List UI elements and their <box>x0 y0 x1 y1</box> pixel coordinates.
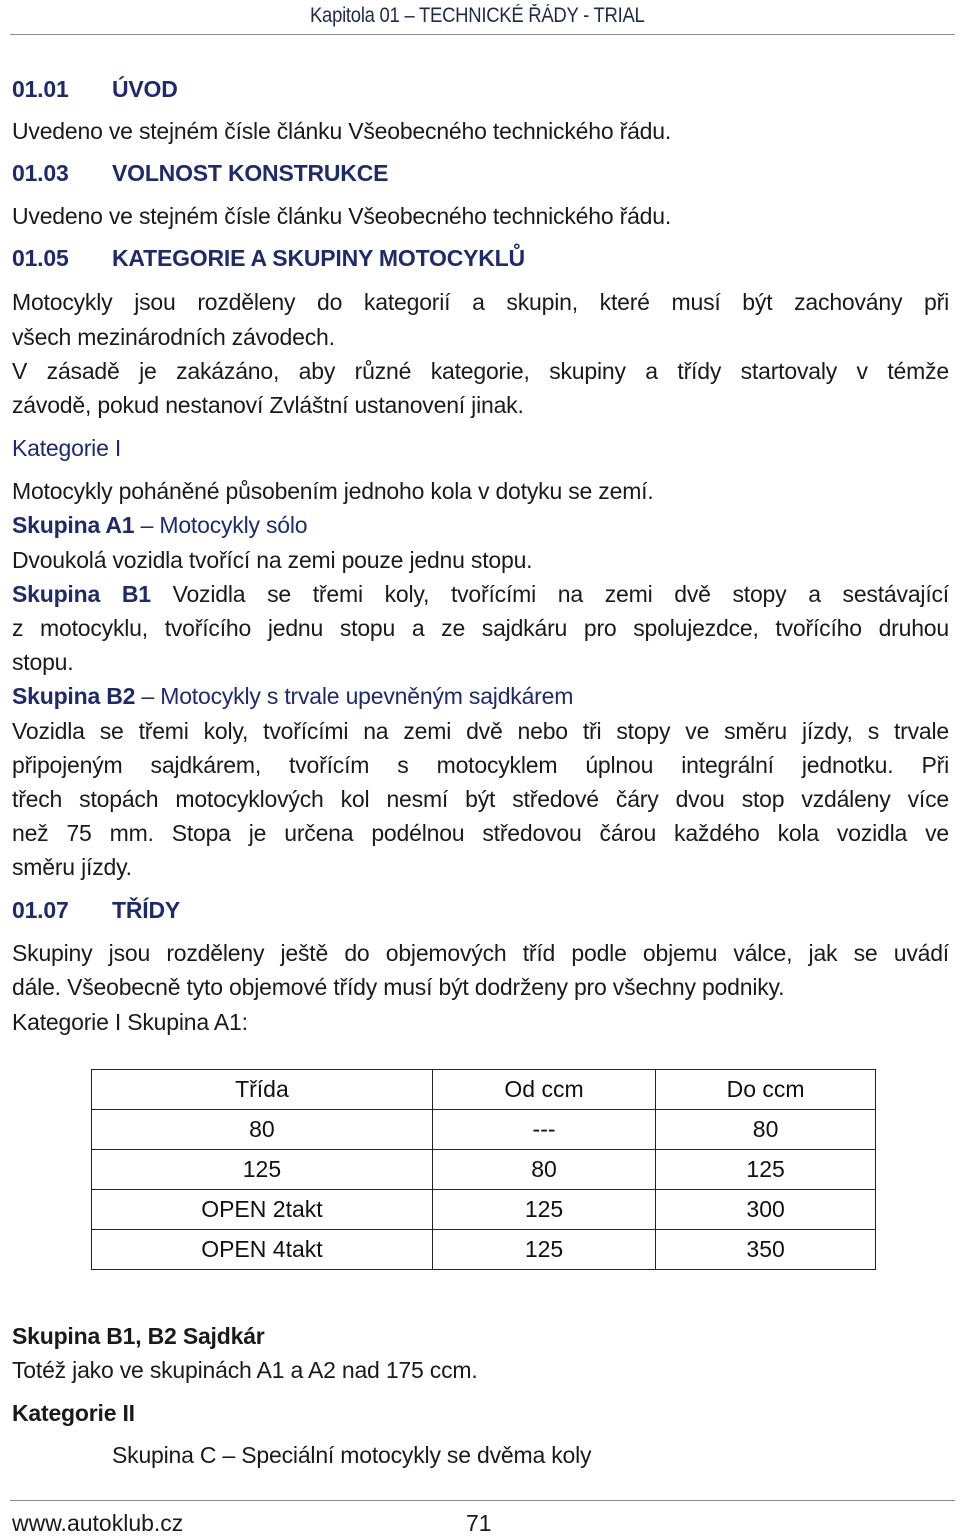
paragraph-line: třech stopách motocyklových kol nesmí být středové čáry dvou stop vzdáleny více <box>12 786 949 812</box>
table-cell: OPEN 2takt <box>92 1190 433 1230</box>
section-heading-0103 <box>12 158 388 188</box>
table-cell: 300 <box>656 1190 876 1230</box>
page-number: 71 <box>466 1510 492 1536</box>
page-header-title: Kapitola 01 – TECHNICKÉ ŘÁDY - TRIAL <box>310 4 645 27</box>
paragraph: Uvedeno ve stejném čísle článku Všeobecného technického řádu. <box>12 203 672 229</box>
group-label: Skupina A1 <box>12 512 135 538</box>
table-cell: 125 <box>92 1150 433 1190</box>
table-header-cell: Do ccm <box>656 1070 876 1110</box>
section-heading-0107 <box>12 895 180 925</box>
paragraph-line: Vozidla se třemi koly, tvořícími na zemi dvě nebo tři stopy ve směru jízdy, s trvale <box>12 718 949 744</box>
paragraph-line: připojeným sajdkárem, tvořícím s motocyklem úplnou integrální jednotku. Při <box>12 752 949 778</box>
group-c-line: Skupina C – Speciální motocykly se dvěma koly <box>112 1442 592 1468</box>
group-b2-heading <box>12 681 573 711</box>
section-number: 01.03 <box>12 160 69 186</box>
group-b1-line <box>12 579 949 609</box>
table-header-cell: Třída <box>92 1070 433 1110</box>
table-cell: 350 <box>656 1230 876 1270</box>
section-title: KATEGORIE A SKUPINY MOTOCYKLŮ <box>112 245 525 271</box>
paragraph-line: Skupiny jsou rozděleny ještě do objemových tříd podle objemu válce, jak se uvádí <box>12 940 949 966</box>
group-title: – Motocykly sólo <box>134 512 308 538</box>
table-row <box>92 1190 876 1230</box>
paragraph-line: než 75 mm. Stopa je určena podélnou středovou čárou každého kola vozidla ve <box>12 820 949 846</box>
header-divider <box>10 34 955 35</box>
section-number: 01.05 <box>12 245 69 271</box>
paragraph-line: závodě, pokud nestanoví Zvláštní ustanovení jinak. <box>12 392 524 418</box>
paragraph: Motocykly poháněné působením jednoho kola v dotyku se zemí. <box>12 478 654 504</box>
table-row <box>92 1230 876 1270</box>
paragraph-line: dále. Všeobecně tyto objemové třídy musí být dodrženy pro všechny podniky. <box>12 974 785 1000</box>
paragraph-line: Motocykly jsou rozděleny do kategorií a skupin, které musí být zachovány při <box>12 289 949 315</box>
section-title: ÚVOD <box>112 76 178 102</box>
table-row <box>92 1150 876 1190</box>
category-ii-heading: Kategorie II <box>12 1400 135 1426</box>
section-number: 01.01 <box>12 76 69 102</box>
paragraph: Uvedeno ve stejném čísle článku Všeobecného technického řádu. <box>12 118 672 144</box>
table-cell: 125 <box>432 1230 655 1270</box>
section-heading-0105 <box>12 243 525 273</box>
section-title: TŘÍDY <box>112 897 181 923</box>
table-cell: 125 <box>656 1150 876 1190</box>
table-cell: --- <box>432 1110 655 1150</box>
footer-divider <box>10 1500 955 1501</box>
group-a1-heading <box>12 510 307 540</box>
paragraph-line: stopu. <box>12 649 74 675</box>
paragraph-line: V zásadě je zakázáno, aby různé kategorie, skupiny a třídy startovaly v témže <box>12 358 949 384</box>
table-cell: 80 <box>432 1150 655 1190</box>
group-label: Skupina B1 <box>12 581 151 607</box>
table-header-cell: Od ccm <box>432 1070 655 1110</box>
footer-url: www.autoklub.cz <box>12 1510 184 1536</box>
table-row <box>92 1110 876 1150</box>
table-cell: OPEN 4takt <box>92 1230 433 1270</box>
section-title: VOLNOST KONSTRUKCE <box>112 160 389 186</box>
paragraph-line: Kategorie I Skupina A1: <box>12 1009 248 1035</box>
table-header-row <box>92 1070 876 1110</box>
class-table <box>91 1069 876 1270</box>
table-cell: 80 <box>92 1110 433 1150</box>
group-title: – Motocykly s trvale upevněným sajdkárem <box>135 683 574 709</box>
paragraph-line: směru jízdy. <box>12 854 132 880</box>
section-heading-0101 <box>12 74 178 104</box>
paragraph: Dvoukolá vozidla tvořící na zemi pouze jednu stopu. <box>12 547 533 573</box>
group-label: Skupina B2 <box>12 683 136 709</box>
table-cell: 125 <box>432 1190 655 1230</box>
paragraph-line: z motocyklu, tvořícího jednu stopu a ze sajdkáru pro spolujezdce, tvořícího druhou <box>12 615 949 641</box>
table-cell: 80 <box>656 1110 876 1150</box>
section-number: 01.07 <box>12 897 69 923</box>
group-b1-text: Vozidla se třemi koly, tvořícími na zemi dvě stopy a sestávající <box>150 581 949 607</box>
paragraph-line: všech mezinárodních závodech. <box>12 324 335 350</box>
sajdkar-heading: Skupina B1, B2 Sajdkár <box>12 1323 265 1349</box>
category-heading: Kategorie I <box>12 435 122 461</box>
paragraph: Totéž jako ve skupinách A1 a A2 nad 175 ccm. <box>12 1357 478 1383</box>
